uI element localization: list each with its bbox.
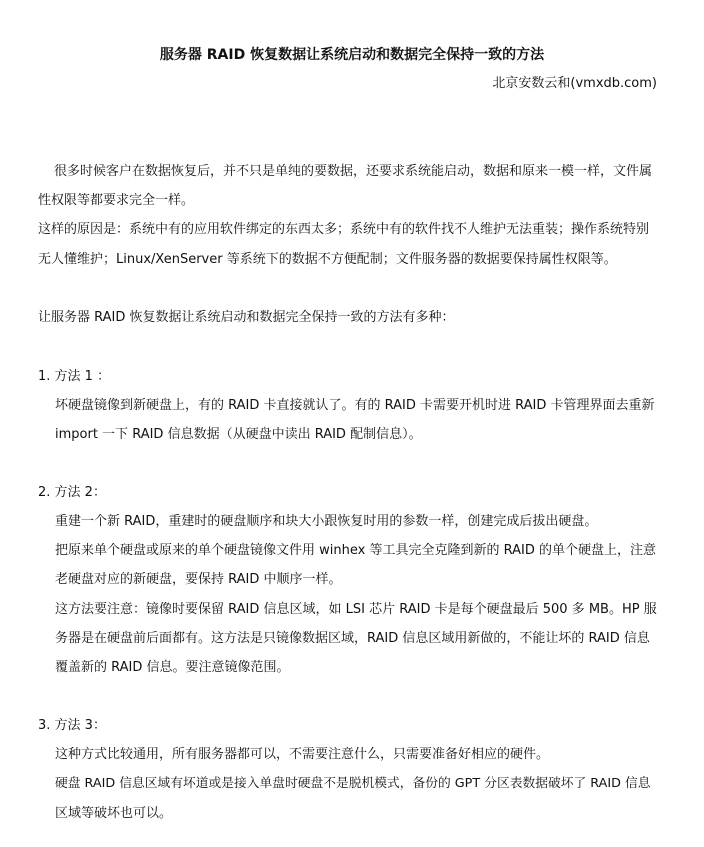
- intro-paragraph-1-line-1: 很多时候客户在数据恢复后，并不只是单纯的要数据，还要求系统能启动，数据和原来一模一样，文件属: [54, 164, 653, 179]
- method-2-heading: 2. 方法 2：: [38, 485, 106, 500]
- document-title: 服务器 RAID 恢复数据让系统启动和数据完全保持一致的方法: [159, 47, 545, 63]
- method-1-line-2: import 一下 RAID 信息数据（从硬盘中读出 RAID 配制信息）。: [55, 427, 422, 442]
- method-2-line-4: 这方法要注意：镜像时要保留 RAID 信息区域，如 LSI 芯片 RAID 卡是每个硬盘最后 500 多 MB。HP 服: [55, 602, 657, 617]
- method-1-line-1: 坏硬盘镜像到新硬盘上，有的 RAID 卡直接就认了。有的 RAID 卡需要开机时进 RAID 卡管理界面去重新: [55, 398, 655, 413]
- method-3-line-3: 区域等破坏也可以。: [55, 806, 173, 821]
- intro-paragraph-2-line-2: 无人懂维护；Linux/XenServer 等系统下的数据不方便配制；文件服务器的数据要保持属性权限等。: [38, 252, 617, 267]
- method-3-heading: 3. 方法 3：: [38, 718, 106, 733]
- method-2-line-2: 把原来单个硬盘或原来的单个硬盘镜像文件用 winhex 等工具完全克隆到新的 RAID 的单个硬盘上，注意: [55, 543, 656, 558]
- method-3-line-2: 硬盘 RAID 信息区域有坏道或是接入单盘时硬盘不是脱机模式，备份的 GPT 分区表数据破坏了 RAID 信息: [55, 776, 651, 791]
- method-3-line-1: 这种方式比较通用，所有服务器都可以，不需要注意什么，只需要准备好相应的硬件。: [55, 747, 550, 762]
- method-1-heading: 1. 方法 1 ：: [38, 369, 111, 384]
- method-2-line-6: 覆盖新的 RAID 信息。要注意镜像范围。: [55, 660, 290, 675]
- intro-paragraph-1-line-2: 性权限等都要求完全一样。: [38, 193, 195, 208]
- method-2-line-5: 务器是在硬盘前后面都有。这方法是只镜像数据区域，RAID 信息区域用新做的，不能让坏的 RAID 信息: [55, 631, 650, 646]
- intro-paragraph-2-line-1: 这样的原因是：系统中有的应用软件绑定的东西太多；系统中有的软件找不人维护无法重装；操作系统特别: [38, 222, 650, 237]
- document-author: 北京安数云和(vmxdb.com): [492, 76, 657, 91]
- method-2-line-1: 重建一个新 RAID，重建时的硬盘顺序和块大小跟恢复时用的参数一样，创建完成后拔出硬盘。: [55, 514, 598, 529]
- methods-lead-text: 让服务器 RAID 恢复数据让系统启动和数据完全保持一致的方法有多种：: [38, 310, 455, 325]
- method-2-line-3: 老硬盘对应的新硬盘，要保持 RAID 中顺序一样。: [55, 572, 342, 587]
